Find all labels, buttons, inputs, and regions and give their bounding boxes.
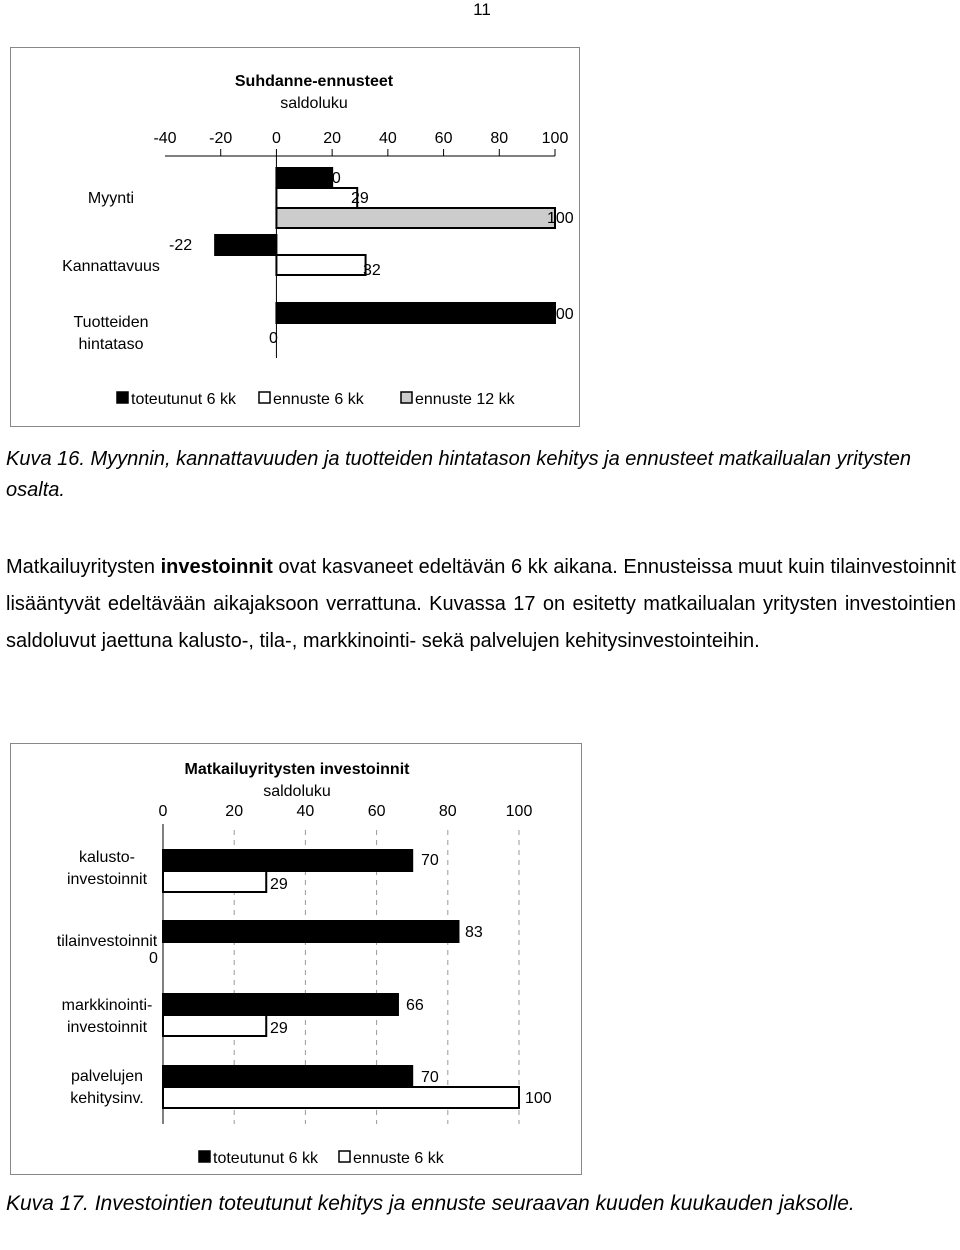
data-label: 70 bbox=[421, 852, 439, 869]
figure-17-caption: Kuva 17. Investointien toteutunut kehitys ja ennuste seuraavan kuuden kuukauden jaksolle. bbox=[6, 1192, 855, 1215]
chart-1-svg bbox=[11, 48, 579, 426]
legend-label: ennuste 6 kk bbox=[273, 391, 364, 408]
x-tick-label: -20 bbox=[209, 130, 233, 147]
category-label: Tuotteiden hintataso bbox=[73, 314, 149, 353]
chart-suhdanne-ennusteet bbox=[10, 47, 580, 427]
legend-swatch bbox=[339, 1151, 350, 1162]
chart-title: Matkailuyritysten investoinnit bbox=[184, 761, 410, 778]
x-tick-label: 60 bbox=[434, 130, 453, 147]
data-label: 100 bbox=[547, 306, 574, 323]
data-label: 0 bbox=[149, 950, 158, 967]
data-label: 0 bbox=[269, 330, 278, 347]
x-tick-label: 20 bbox=[323, 130, 342, 147]
data-label: 29 bbox=[351, 190, 369, 207]
data-label: 70 bbox=[421, 1069, 439, 1086]
bar bbox=[163, 1066, 412, 1087]
data-label: 32 bbox=[363, 262, 381, 279]
chart-subtitle: saldoluku bbox=[263, 783, 331, 800]
bar bbox=[163, 1015, 266, 1036]
data-label: 66 bbox=[406, 997, 424, 1014]
x-tick-label: 80 bbox=[438, 803, 457, 820]
legend-label: ennuste 6 kk bbox=[353, 1150, 444, 1167]
x-tick-label: 60 bbox=[367, 803, 386, 820]
legend-swatch bbox=[117, 392, 128, 403]
category-label: kalusto-investoinnit bbox=[66, 849, 148, 888]
legend-label: ennuste 12 kk bbox=[415, 391, 515, 408]
bar bbox=[276, 208, 555, 228]
x-tick-label: 40 bbox=[296, 803, 315, 820]
bar bbox=[163, 1087, 519, 1108]
bar bbox=[163, 871, 266, 892]
x-tick-label: -40 bbox=[153, 130, 177, 147]
category-label: tilainvestoinnit bbox=[56, 933, 158, 950]
category-label: Myynti bbox=[87, 190, 135, 207]
chart-matkailuyritysten-investoinnit bbox=[10, 743, 582, 1175]
x-tick-label: 0 bbox=[158, 803, 168, 820]
legend-swatch bbox=[259, 392, 270, 403]
bar bbox=[276, 255, 365, 275]
x-tick-label: 100 bbox=[541, 130, 569, 147]
figure-16-caption: Kuva 16. Myynnin, kannattavuuden ja tuotteiden hintatason kehitys ja ennusteet matkailualan yritysten osalta. bbox=[6, 448, 912, 501]
chart-2-svg bbox=[11, 744, 581, 1174]
legend-label: toteutunut 6 kk bbox=[213, 1150, 318, 1167]
legend-label: toteutunut 6 kk bbox=[131, 391, 236, 408]
data-label: 29 bbox=[270, 1020, 288, 1037]
bar bbox=[276, 303, 555, 323]
x-tick-label: 40 bbox=[378, 130, 397, 147]
x-tick-label: 80 bbox=[490, 130, 509, 147]
legend-swatch bbox=[199, 1151, 210, 1162]
data-label: 100 bbox=[525, 1090, 552, 1107]
chart-subtitle: saldoluku bbox=[280, 95, 348, 112]
category-label: palvelujen kehitysinv. bbox=[70, 1068, 144, 1107]
x-tick-label: 20 bbox=[225, 803, 244, 820]
bar bbox=[163, 850, 412, 871]
category-label: markkinointi-investoinnit bbox=[61, 997, 153, 1036]
data-label: 20 bbox=[323, 170, 341, 187]
x-tick-label: 100 bbox=[505, 803, 533, 820]
category-label: Kannattavuus bbox=[62, 258, 160, 275]
legend-swatch bbox=[401, 392, 412, 403]
bar bbox=[163, 994, 398, 1015]
body-paragraph bbox=[6, 549, 956, 660]
bar bbox=[163, 921, 458, 942]
x-tick-label: 0 bbox=[271, 130, 281, 147]
bar bbox=[276, 188, 357, 208]
page-number: 11 bbox=[473, 0, 491, 19]
data-label: 83 bbox=[465, 924, 483, 941]
data-label: -22 bbox=[169, 237, 193, 254]
data-label: 29 bbox=[270, 876, 288, 893]
chart-title: Suhdanne-ennusteet bbox=[234, 73, 394, 90]
paragraph-bold: investoinnit bbox=[160, 556, 273, 578]
paragraph-start: Matkailuyritysten bbox=[6, 556, 161, 578]
paragraph-rest: ovat kasvaneet edeltävän 6 kk aikana. Ennusteissa muut kuin tilainvestoinnit lisääntyvät edeltävään aikajaksoon verrattuna. Kuvassa 17 on esitetty matkailualan yritysten investointien saldoluvut jaettuna kalusto-, tila-, markkinointi- sekä palvelujen kehitysinvestointeihin. bbox=[6, 556, 956, 652]
bar bbox=[215, 235, 276, 255]
data-label: 100 bbox=[547, 210, 574, 227]
